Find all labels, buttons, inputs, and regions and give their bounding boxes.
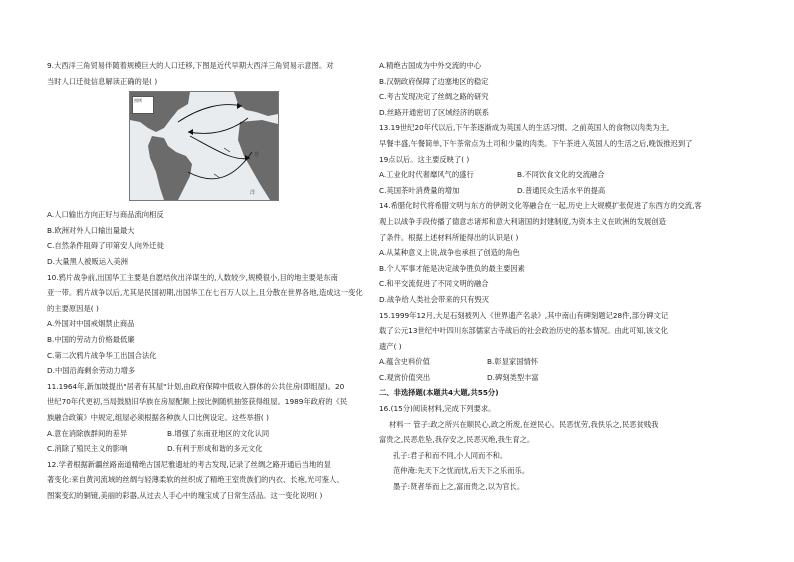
q11-option: D.有利于形成和谐的多元文化 bbox=[167, 444, 263, 454]
q9-option: D.大量黑人被贩运入美洲 bbox=[47, 256, 128, 266]
q14-option: B.个人军事才能是决定战争胜负的最主要因素 bbox=[379, 263, 525, 273]
q10-option: A.外国对中国戒烟禁止商品 bbox=[47, 319, 135, 329]
q9-stem-line: 9.大西洋三角贸易伴随着规模巨大的人口迁移,下图是近代早期大西洋三角贸易示意图。对 bbox=[47, 61, 334, 70]
q15-stem-line: 遗产( ) bbox=[379, 341, 402, 351]
q13-option: A.工业化时代奢靡风气的盛行 bbox=[379, 170, 474, 180]
q11-option: A.意在消除族群间的差异 bbox=[47, 428, 128, 438]
q11-option: C.消除了殖民主义的影响 bbox=[47, 444, 128, 454]
q13-options-row bbox=[379, 183, 724, 199]
right-column bbox=[379, 58, 724, 495]
q13-option: D.普通民众生活水平的提高 bbox=[517, 185, 606, 195]
q12-option: D.丝路开通密切了区域经济的联系 bbox=[379, 107, 490, 117]
q15-options-row bbox=[379, 370, 724, 386]
q15-option: C.观赏价值突出 bbox=[379, 372, 431, 382]
q14-option: C.和平交流促进了不同文明的融合 bbox=[379, 279, 489, 289]
q10-stem-line: 亚一带。鸦片战争以后,尤其是民国初期,出国华工在七百万人以上,且分散在世界各地,造成这一变化 bbox=[47, 288, 363, 298]
q12-option: A.精绝古国成为中外交流的中心 bbox=[379, 61, 482, 70]
q15-options-row bbox=[379, 354, 724, 370]
q12-stem-line: 12.学者根据新疆丝路南道精绝古国尼雅遗址的考古发现,记录了丝绸之路开通后当地的显 bbox=[47, 459, 331, 469]
quote-line: 墨子:贤者举而上之,富而贵之,以为官长。 bbox=[393, 482, 525, 492]
q9-option: C.自然条件阻碍了印第安人向外迁徙 bbox=[47, 241, 164, 251]
material-intro: 材料一 管子:政之所兴在顺民心,政之所废,在逆民心。民恶忧劳,我佚乐之,民恶贫贱我 bbox=[389, 419, 659, 429]
q13-stem-line: 19点以后。这主要反映了( ) bbox=[379, 154, 470, 164]
map-legend: 图例 bbox=[132, 96, 154, 114]
quote-line: 范仲淹:先天下之忧而忧,后天下之乐而乐。 bbox=[393, 466, 530, 476]
q11-stem-line: 族融合政策》中规定,组屋必须根据各种族人口比例设定。这些举措( ) bbox=[47, 412, 269, 422]
q15-option: D.碑刻类型丰富 bbox=[487, 372, 539, 382]
q16-stem: 16.(15分)阅读材料,完成下列要求。 bbox=[379, 404, 496, 414]
q15-option: B.彰显家国情怀 bbox=[487, 357, 539, 367]
q14-stem-line: 了条件。根据上述材料所能得出的认识是( ) bbox=[379, 232, 519, 242]
q13-stem-line: 13.19世纪20年代以后,下午茶逐渐成为英国人的生活习惯。之前英国人的食物以肉类为主, bbox=[379, 123, 670, 133]
q10-stem-line: 10.鸦片战争前,出国华工主要是自愿结伙出洋谋生的,人数较少,规模很小,目的地主要是东南 bbox=[47, 272, 338, 282]
q13-option: C.英国茶叶消费量的增加 bbox=[379, 185, 460, 195]
material-line: 富贵之,民恶危坠,我存安之,民恶灭绝,我生育之。 bbox=[379, 435, 535, 445]
q11-stem-line: 11.1964年,新加坡提出"居者有其屋"计划,由政府保障中低收入群体的公共住房(即组屋)。20 bbox=[47, 381, 345, 391]
q12-option: C.考古发现决定了丝绸之路的研究 bbox=[379, 92, 489, 102]
q10-option: D.中国沿海剩余劳动力增多 bbox=[47, 366, 136, 376]
section-heading: 二、非选择题(本题共4大题,共55分) bbox=[379, 388, 499, 398]
q13-stem-line: 早餐丰盛,午餐简单,下午茶常点为土司和少量的肉类。下午茶进入英国人的生活之后,晚饭推迟到了 bbox=[379, 138, 693, 148]
q10-stem-line: 的主要原因是( ) bbox=[47, 303, 99, 313]
q9-option: B.欧洲对外人口输出量最大 bbox=[47, 225, 135, 235]
left-column bbox=[47, 58, 365, 503]
q9-stem-line: 当时人口迁徙信息解读正确的是( ) bbox=[47, 76, 158, 86]
q12-stem-line: 著变化:来自黄河流域的丝绸与轻薄柔软的丝织成了精绝王室贵族们的内衣、长袍,光可鉴人、 bbox=[47, 475, 344, 485]
q13-option: B.不同饮食文化的交流融合 bbox=[517, 170, 605, 180]
q14-stem-line: 14.希腊化时代将希腊文明与东方的伊朗文化等融合在一起,历史上大规模扩张促进了东西方的交流,客 bbox=[379, 201, 702, 211]
map-label-ocean: 洋 bbox=[250, 190, 256, 197]
q15-stem-line: 15.1999年12月,大足石刻被列入《世界遗产名录》,其中南山有碑刻题记28件,部分碑文记 bbox=[379, 310, 669, 320]
q15-stem-line: 载了公元13世纪中叶四川东部儒家古寺战后的社会政治历史的基本情况。由此可知,该文化 bbox=[379, 326, 668, 336]
q10-option: B.中国的劳动力价格最低廉 bbox=[47, 334, 135, 344]
q13-options-row bbox=[379, 167, 724, 183]
triangle-trade-map bbox=[129, 91, 279, 201]
q9-option: A.人口输出方向正好与商品流向相反 bbox=[47, 210, 164, 220]
q11-options-row bbox=[47, 441, 365, 457]
q14-option: A.从某种意义上说,战争也承担了创造的角色 bbox=[379, 248, 520, 258]
quote-line: 孔子:君子和而不同,小人同而不和。 bbox=[393, 450, 508, 460]
q14-option: D.战争给人类社会带来的只有毁灭 bbox=[379, 294, 490, 304]
q12-option: B.汉朝政府保障了边塞地区的稳定 bbox=[379, 76, 489, 86]
q15-option: A.蕴含史料价值 bbox=[379, 357, 430, 367]
q11-stem-line: 世纪70年代更初,当局鼓励旧华族在房屋配额上按比例随机抽签获得组屋。1989年政府的《民 bbox=[47, 397, 348, 407]
q12-stem-line: 图案变幻的铜镜,美丽的彩器,从过去人手心中的瑰宝成了日常生活品。这一变化说明( ) bbox=[47, 490, 323, 500]
q10-option: C.第二次鸦片战争华工出国合法化 bbox=[47, 350, 157, 360]
map-label-africa: 非 bbox=[254, 152, 260, 159]
q11-option: B.增强了东南亚地区的文化认同 bbox=[167, 428, 270, 438]
q14-stem-line: 观上以战争手段传播了德意志诸邦和意大利诸国的封建制度,为资本主义在欧洲的发展创造 bbox=[379, 216, 666, 226]
q11-options-row bbox=[47, 426, 365, 442]
